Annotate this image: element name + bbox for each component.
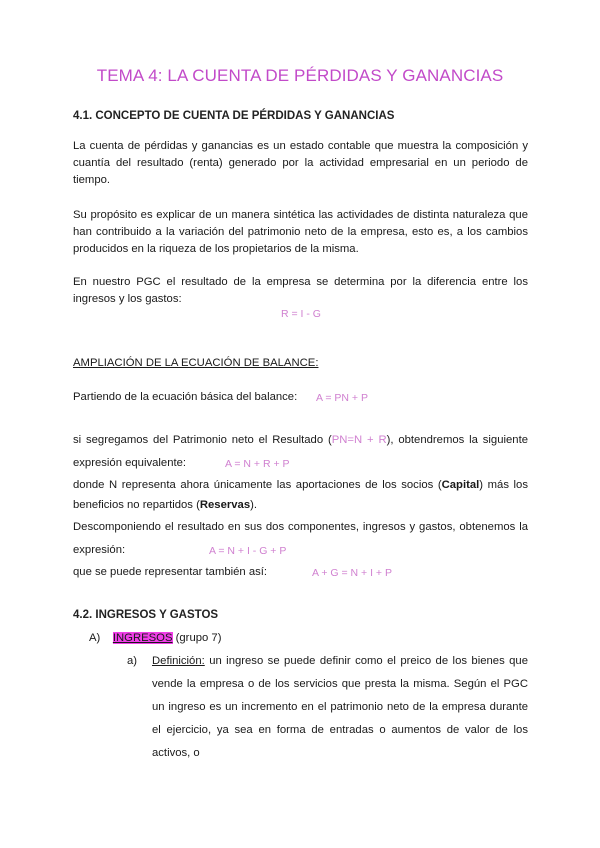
line-donde-b: ) más los bbox=[479, 479, 528, 491]
paragraph-proposito: Su propósito es explicar de un manera sintética las actividades de distinta naturaleza que han contribuido a la variación del patrimonio neto de la empresa, esto es, a los cambios producidos en la riqueza de los propietarios de la misma. bbox=[73, 209, 528, 255]
line-expresion-equivalente: expresión equivalente: bbox=[73, 457, 187, 469]
line-segregamos-a: si segregamos del Patrimonio neto el Resultado ( bbox=[73, 434, 332, 446]
sub-item-definicion bbox=[152, 650, 528, 765]
line-beneficios-a: beneficios no repartidos ( bbox=[73, 499, 200, 511]
formula-pn: PN=N + R bbox=[331, 434, 387, 446]
line-partiendo: Partiendo de la ecuación básica del balance: bbox=[73, 391, 298, 403]
line-donde-a: donde N representa ahora únicamente las aportaciones de los socios ( bbox=[73, 479, 442, 491]
page-title: TEMA 4: LA CUENTA DE PÉRDIDAS Y GANANCIAS bbox=[96, 66, 504, 85]
section-heading-ingresos-gastos: 4.2. INGRESOS Y GASTOS bbox=[73, 609, 219, 621]
paragraph-definicion: La cuenta de pérdidas y ganancias es un estado contable que muestra la composición y cuantía del resultado (renta) generado por la actividad empresarial en un periodo de tiempo. bbox=[73, 140, 528, 186]
paragraph-pgc: En nuestro PGC el resultado de la empresa se determina por la diferencia entre los ingresos y los gastos: bbox=[73, 276, 528, 305]
line-expresion: expresión: bbox=[73, 544, 126, 556]
list-item-a-suffix: (grupo 7) bbox=[175, 632, 222, 644]
term-reservas: Reservas bbox=[199, 499, 251, 511]
formula-expresion: A = N + I - G + P bbox=[209, 545, 287, 557]
formula-equivalente: A = N + R + P bbox=[225, 458, 290, 470]
term-ingresos: INGRESOS bbox=[112, 632, 173, 644]
list-marker-a: A) bbox=[89, 632, 101, 644]
term-definicion: Definición: bbox=[152, 655, 205, 667]
line-descomponiendo: Descomponiendo el resultado en sus dos componentes, ingresos y gastos, obtenemos la bbox=[73, 521, 528, 533]
line-beneficios bbox=[73, 499, 257, 511]
line-representar: que se puede representar también así: bbox=[73, 566, 268, 578]
heading-ampliacion: AMPLIACIÓN DE LA ECUACIÓN DE BALANCE: bbox=[73, 357, 319, 369]
line-segregamos-b: ), obtendremos la siguiente bbox=[386, 434, 528, 446]
list-item-a bbox=[89, 632, 221, 644]
line-donde bbox=[73, 479, 528, 491]
formula-alternativa: A + G = N + I + P bbox=[312, 567, 392, 579]
line-segregamos bbox=[73, 434, 528, 446]
formula-basica: A = PN + P bbox=[316, 392, 368, 404]
definicion-text: un ingreso se puede definir como el preico de los bienes que vende la empresa o de los servicios que presta la misma. Según el PGC un ingreso es un incremento en el patrimonio neto de la empresa durante el ejercicio, ya sea en forma de entradas o aumentos de valor de los activos, o bbox=[152, 655, 528, 759]
sub-item-marker-a: a) bbox=[127, 655, 138, 667]
formula-resultado: R = I - G bbox=[281, 308, 321, 320]
term-capital: Capital bbox=[441, 479, 480, 491]
line-beneficios-b: ). bbox=[250, 499, 258, 511]
section-heading-concepto: 4.1. CONCEPTO DE CUENTA DE PÉRDIDAS Y GANANCIAS bbox=[73, 110, 395, 122]
